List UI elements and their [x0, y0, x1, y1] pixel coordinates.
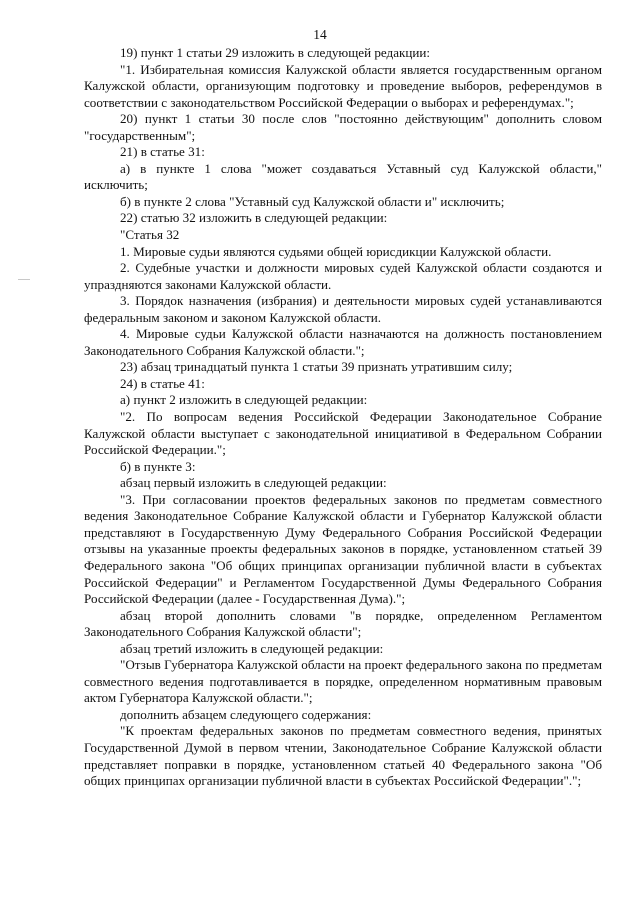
paragraph-19: 19) пункт 1 статьи 29 изложить в следующей редакции: [120, 45, 431, 60]
article-32-item-2: 2. Судебные участки и должности мировых судей Калужской области создаются и упраздняются законами Калужской области. [84, 260, 602, 292]
paragraph-24-b-third: абзац третий изложить в следующей редакции: [120, 640, 384, 656]
page-number: 14 [313, 27, 327, 42]
quote-governor-opinion: "Отзыв Губернатора Калужской области на проект федерального закона по предметам совместного ведения подготавливается в порядке, определенном нормативным правовым актом Губернатора Калужской области."; [84, 657, 602, 706]
quote-article-29: "1. Избирательная комиссия Калужской области является государственным органом Калужской области, организующим подготовку и проведение выборов, референдумов в соответствии с законодательством Российской Федерации о выборах и референдумах."; [84, 61, 602, 110]
article-32-title: "Статья 32 [120, 227, 180, 243]
margin-mark [18, 279, 30, 280]
paragraph-24-b-add: дополнить абзацем следующего содержания: [120, 706, 372, 722]
paragraph-20: 20) пункт 1 статьи 30 после слов "постоянно действующим" дополнить словом "государственным"; [84, 111, 602, 143]
quote-article-41-item-2: "2. По вопросам ведения Российской Федерации Законодательное Собрание Калужской области выступает с законодательной инициативой в Федеральном Собрании Российской Федерации."; [84, 409, 602, 458]
paragraph-24-a: а) пункт 2 изложить в следующей редакции: [120, 392, 368, 408]
paragraph-21: 21) в статье 31: [120, 144, 205, 160]
quote-amendments: "К проектам федеральных законов по предметам совместного ведения, принятых Государственной Думой в первом чтении, Законодательное Собрание Калужской области представляет поправки в порядке, установленном статьей 40 Федерального закона "Об общих принципах организации публичной власти в субъектах Российской Федерации"."; [84, 723, 602, 789]
document-body [84, 45, 602, 790]
article-32-item-1: 1. Мировые судьи являются судьями общей юрисдикции Калужской области. [120, 243, 552, 259]
paragraph-21-b: б) в пункте 2 слова "Уставный суд Калужской области и" исключить; [120, 193, 505, 209]
paragraph-24-b: б) в пункте 3: [120, 458, 196, 474]
article-32-item-3: 3. Порядок назначения (избрания) и деятельности мировых судей устанавливаются федеральным законом и законом Калужской области. [84, 293, 602, 325]
paragraph-24-b-second: абзац второй дополнить словами "в порядке, определенном Регламентом Законодательного Собрания Калужской области"; [84, 607, 602, 640]
paragraph-24-b-first: абзац первый изложить в следующей редакции: [120, 475, 387, 491]
paragraph-21-a: а) в пункте 1 слова "может создаваться Уставный суд Калужской области," исключить; [84, 160, 602, 193]
paragraph-22: 22) статью 32 изложить в следующей редакции: [120, 210, 388, 226]
article-32-item-4: 4. Мировые судьи Калужской области назначаются на должность постановлением Законодательного Собрания Калужской области."; [84, 326, 602, 358]
quote-article-41-item-3: "3. При согласовании проектов федеральных законов по предметам совместного ведения Законодательное Собрание Калужской области и Губернатор Калужской области представляют в Государственную Думу Федерального Собрания Российской Федерации отзывы на указанные проекты федеральных законов в порядке, установленном статьей 39 Федерального закона "Об общих принципах организации публичной власти в субъектах Российской Федерации" и Регламентом Государственной Думы Федерального Собрания Российской Федерации (далее - Государственная Дума)."; [84, 491, 602, 607]
paragraph-23: 23) абзац тринадцатый пункта 1 статьи 39 признать утратившим силу; [120, 359, 513, 375]
paragraph-24: 24) в статье 41: [120, 375, 205, 391]
